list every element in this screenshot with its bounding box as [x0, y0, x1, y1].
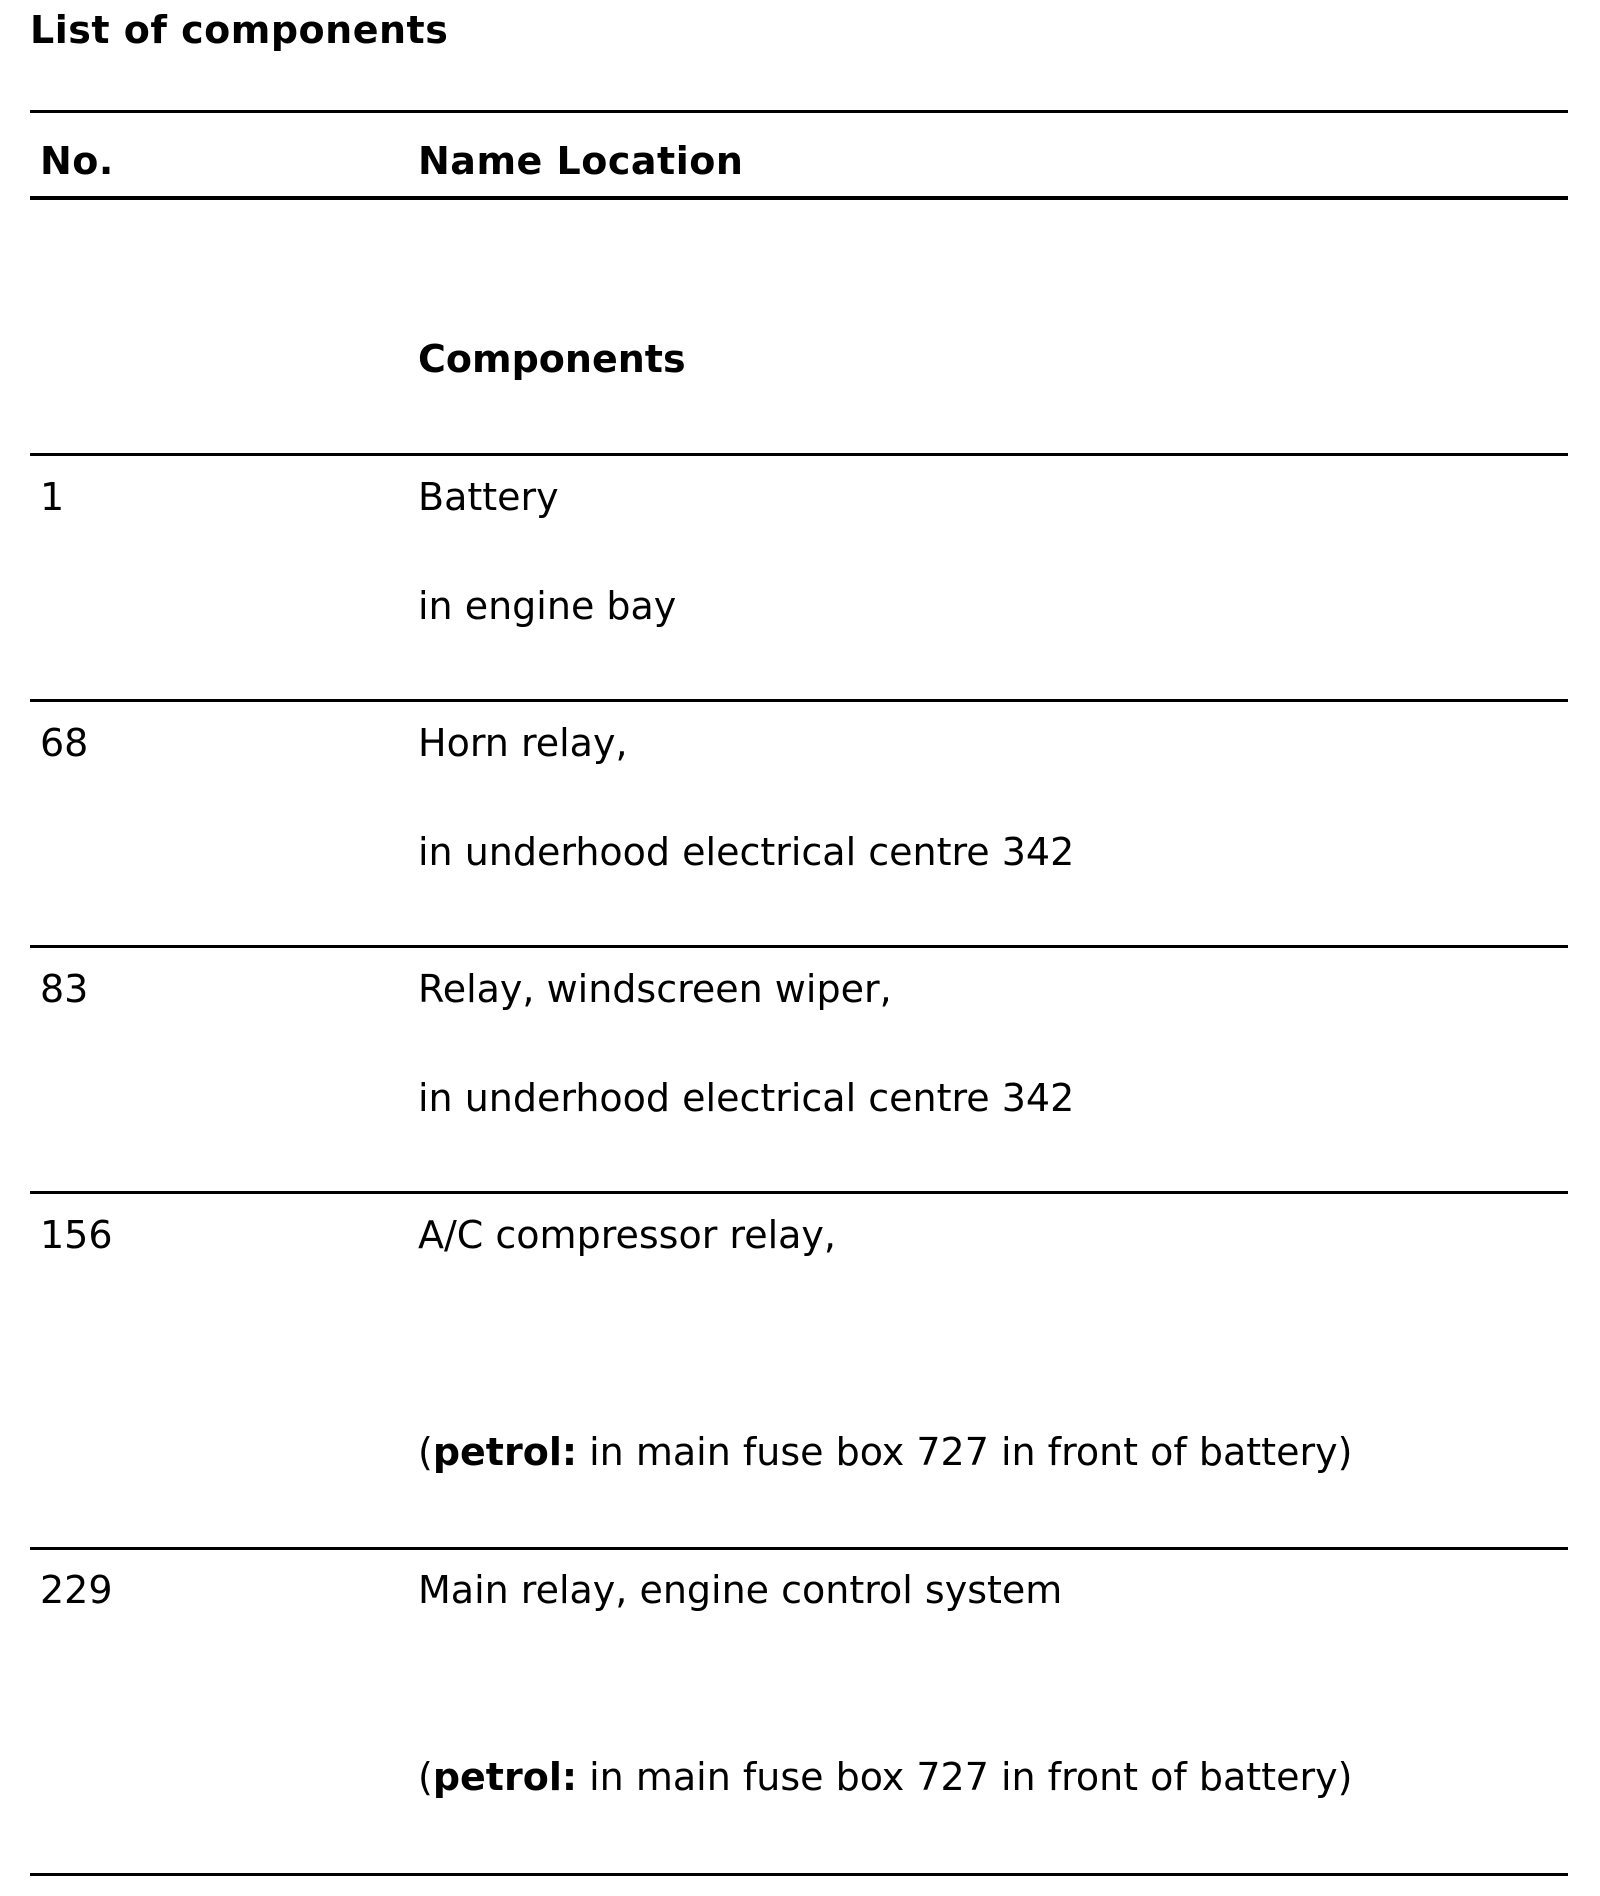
location-detail: in main fuse box 727 in front of battery)	[577, 1755, 1353, 1799]
row-name: Relay, windscreen wiper,	[418, 967, 892, 1011]
row-location: in underhood electrical centre 342	[418, 1076, 1075, 1120]
row-divider	[30, 1547, 1568, 1550]
location-fuel-label: petrol:	[432, 1430, 578, 1474]
row-location	[418, 1430, 1353, 1474]
location-open-paren: (	[418, 1755, 433, 1799]
table-top-rule	[30, 110, 1568, 113]
row-divider	[30, 453, 1568, 456]
location-open-paren: (	[418, 1430, 433, 1474]
location-detail: in main fuse box 727 in front of battery)	[577, 1430, 1353, 1474]
row-no: 1	[40, 475, 65, 519]
row-name: Horn relay,	[418, 721, 628, 765]
section-heading-components: Components	[418, 337, 686, 381]
table-header-rule	[30, 196, 1568, 200]
row-name: A/C compressor relay,	[418, 1213, 836, 1257]
row-location	[418, 1755, 1353, 1799]
row-location: in underhood electrical centre 342	[418, 830, 1075, 874]
document-title: List of components	[30, 8, 449, 52]
row-no: 156	[40, 1213, 113, 1257]
row-name: Battery	[418, 475, 559, 519]
row-name: Main relay, engine control system	[418, 1568, 1063, 1612]
row-location: in engine bay	[418, 584, 677, 628]
row-divider	[30, 699, 1568, 702]
column-header-name-location: Name Location	[418, 139, 744, 183]
row-divider	[30, 945, 1568, 948]
row-no: 68	[40, 721, 89, 765]
location-fuel-label: petrol:	[432, 1755, 578, 1799]
table-bottom-rule	[30, 1873, 1568, 1876]
row-no: 229	[40, 1568, 113, 1612]
column-header-no: No.	[40, 139, 114, 183]
row-no: 83	[40, 967, 89, 1011]
row-divider	[30, 1191, 1568, 1194]
